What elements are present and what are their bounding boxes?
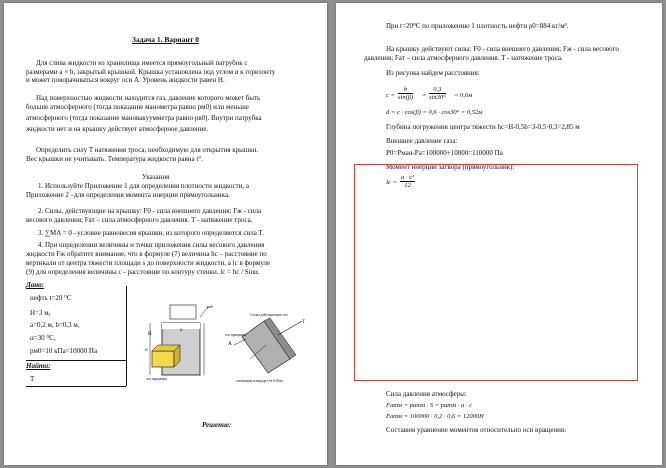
moments-line: Составим уравнение моментов относительно оси вращения: bbox=[386, 426, 567, 434]
eq-c-den1: sin(β) bbox=[398, 94, 414, 101]
eq-d: d = c · cos(β) = 0,6 · cos30° = 0,52м bbox=[386, 109, 483, 116]
given-item: α=30 ⁰C, bbox=[30, 334, 56, 342]
hint-line: (9) для определения величины с - расстояние по контуру стенки. lc = hc / Sinα. bbox=[26, 268, 260, 276]
axis-marker bbox=[234, 339, 246, 345]
eq-c-frac2 bbox=[429, 86, 446, 101]
find-divider bbox=[26, 386, 126, 387]
paragraph-1-line: размерами a × b, закрытый крышкой. Крышка установлена под углом α к горизонту bbox=[26, 67, 276, 76]
density-line: При t=20⁰C по приложению 1 плотность нефти ρ0=884 кг/м³. bbox=[386, 22, 569, 30]
manometer-box bbox=[170, 305, 196, 319]
eq-I-den: 12 bbox=[404, 182, 411, 189]
fig-a-label: a bbox=[180, 328, 183, 333]
paragraph-2-line: больше атмосферного (тогда показание манометра равно pм0) или меньше bbox=[26, 103, 249, 111]
hint-line: жидкости Fж обратите внимание, что в формуле (7) величина hc – расстояние по bbox=[26, 250, 267, 258]
hint-line: весового давления; Fат – сила атмосферного давления. T - натяжение троса. bbox=[26, 216, 253, 224]
eq-c-rhs: = 0,6м bbox=[454, 92, 473, 99]
find-label: Найти: bbox=[26, 362, 51, 370]
paragraph-2-line: жидкости нет и на крышку действует атмосферное давление. bbox=[26, 125, 209, 133]
fig-H-label: H bbox=[148, 332, 152, 337]
outlet-cover bbox=[152, 351, 174, 367]
paragraph-2-line: атмосферного (тогда показание мановакуумметра равно pв0). Внутри патрубка bbox=[26, 114, 262, 122]
eq-I-num: a · c³ bbox=[401, 174, 414, 181]
document-page-right bbox=[336, 3, 662, 465]
inertia-title: Момент инерции затвора (прямоугольник): bbox=[386, 163, 515, 171]
tank-figure bbox=[142, 303, 222, 385]
hint-line: 4. При определении величины и точки приложения силы весового давления bbox=[38, 241, 265, 249]
eq-F-atm-2: Fатм = 100000 · 0,2 · 0,6 = 12000Н bbox=[386, 413, 484, 420]
given-item: нефть t=20 ⁰C bbox=[30, 294, 72, 302]
eq-c-lhs: c = bbox=[386, 92, 395, 99]
solution-label: Решение: bbox=[202, 421, 232, 429]
paragraph-3-line: Вес крышки не учитывать. Температура жидкости равна t°. bbox=[26, 155, 203, 163]
hint-line: 3. ∑MA = 0 –условие равновесия крышки, из которого определяется сила Т. bbox=[38, 229, 264, 237]
hint-line: 1. Используйте Приложение 1 для определения плотности жидкости, а bbox=[38, 182, 250, 190]
given-divider bbox=[26, 360, 126, 361]
hints-title: Указания bbox=[142, 173, 170, 181]
fig-T-label: T bbox=[302, 320, 306, 325]
document-page-left bbox=[4, 3, 327, 465]
eq-c-den2: sin30° bbox=[429, 94, 446, 101]
forces-line: давления; Fат – сила атмосферного давления. T - натяжение троса. bbox=[364, 54, 563, 62]
eq-c-frac1 bbox=[398, 86, 413, 101]
given-item: pм0=10 кПа=10000 Па bbox=[30, 347, 98, 355]
paragraph-2-line: Над поверхностью жидкости находится газ, давление которого может быть bbox=[36, 94, 261, 102]
eq-c-mid: = bbox=[422, 92, 427, 99]
fig-scheme-label: Схема действующих сил bbox=[250, 313, 288, 317]
fig-shadow-label: смоченная площадь s=a·b/Sinα bbox=[236, 379, 283, 383]
given-vertical-divider bbox=[126, 286, 127, 386]
paragraph-1-line: Для слива жидкости из хранилища имеется прямоугольный патрубок с bbox=[36, 59, 248, 67]
task-title: Задача 1. Вариант 0 bbox=[132, 35, 199, 44]
atm-force-title: Сила давления атмосферы: bbox=[386, 390, 467, 398]
given-item: H=3 м, bbox=[30, 309, 51, 317]
eq-I-lhs: Ic = bbox=[386, 179, 398, 186]
highlight-box bbox=[354, 164, 638, 381]
hint-line: Приложение 2 –для определения момента инерции прямоугольника. bbox=[26, 191, 230, 199]
eq-F-atm-1: Fатм = pатм · S = pатм · a · c bbox=[386, 402, 473, 409]
fig-axis-label: ось вращения bbox=[146, 377, 167, 381]
force-scheme-figure bbox=[228, 315, 310, 377]
given-item: a=0,2 м, b=0,3 м, bbox=[30, 321, 80, 329]
fig-A-label: A bbox=[228, 342, 232, 347]
hint-line: вертикали от центра тяжести площади s до поверхности жидкости, а lc в формуле bbox=[26, 259, 271, 267]
eq-c-num1: b bbox=[398, 86, 413, 94]
hint-line: 2. Силы, действующие на крышку: F0 - сила внешнего давления; Fж - сила bbox=[38, 207, 262, 215]
eq-c-num2: 0,3 bbox=[429, 86, 446, 94]
gas-pressure-title: Внешнее давление газа: bbox=[386, 137, 458, 145]
paragraph-1-line: и может поворачиваться вокруг оси А. Уровень жидкости равен H. bbox=[26, 76, 225, 84]
depth-line: Глубина погружения центра тяжести hc=H-0,5b=3-0,5·0,3=2,85 м bbox=[386, 123, 580, 131]
given-label: Дано: bbox=[26, 281, 44, 289]
fig-p0-label: pм0 bbox=[207, 305, 213, 309]
forces-line: На крышку действуют силы: F0 - сила внешнего давления; Fж - сила весового bbox=[386, 45, 619, 53]
gas-pressure-line: P0=Pман-Pа=100000+10000=110000 Па bbox=[386, 149, 503, 157]
find-value: T bbox=[30, 375, 35, 383]
fig-axis2-label: ось вращения bbox=[225, 333, 246, 337]
distances-line: Из рисунка найдем расстояния: bbox=[386, 69, 480, 77]
paragraph-3-line: Определить силу T натяжения троса, необходимую для открытия крышки. bbox=[36, 146, 259, 154]
fig-alpha-label: α bbox=[145, 348, 148, 353]
tension-arrow bbox=[278, 321, 302, 335]
